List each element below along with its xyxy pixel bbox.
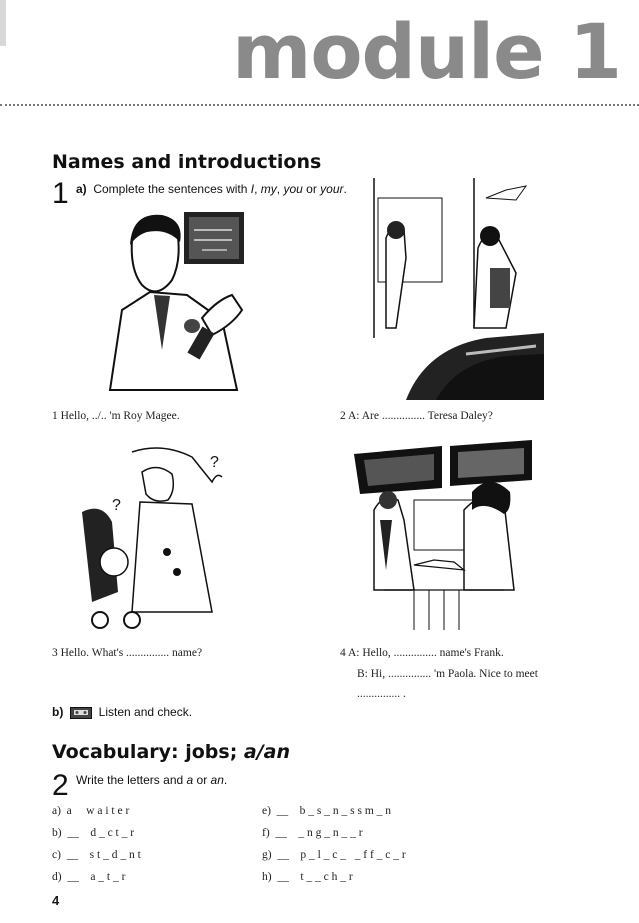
sentence-4a: 4 A: Hello, ............... name's Frank. bbox=[340, 647, 504, 659]
section-title-names: Names and introductions bbox=[52, 151, 322, 173]
instruction-text: Complete the sentences with bbox=[93, 182, 251, 196]
word-you: you bbox=[283, 182, 303, 196]
word-an: an bbox=[210, 773, 224, 787]
vocab-item-f: f) __ _ n g _ n _ _ r bbox=[262, 827, 363, 839]
exercise-1a-instruction bbox=[76, 182, 347, 196]
vocab-item-d: d) __ a _ t _ r bbox=[52, 871, 126, 883]
vocab-item-h: h) __ t _ _ c h _ r bbox=[262, 871, 353, 883]
sep: . bbox=[223, 773, 228, 787]
sep: or bbox=[302, 182, 321, 196]
sep: or bbox=[193, 773, 211, 787]
sentence-2: 2 A: Are ............... Teresa Daley? bbox=[340, 410, 493, 422]
illustration-tv-presenter bbox=[92, 200, 262, 400]
page-edge-tab bbox=[0, 0, 6, 46]
sep: . bbox=[343, 182, 347, 196]
section-title-vocabulary bbox=[52, 741, 290, 763]
word-your: your bbox=[320, 182, 344, 196]
sentence-4c: ............... . bbox=[357, 688, 406, 700]
vocab-item-e: e) __ b _ s _ n _ s s m _ n bbox=[262, 805, 392, 817]
module-title: module 1 bbox=[232, 7, 621, 96]
page-number: 4 bbox=[52, 893, 60, 908]
vocab-item-c: c) __ s t _ d _ n t bbox=[52, 849, 141, 861]
vocab-item-b: b) __ d _ c t _ r bbox=[52, 827, 135, 839]
cassette-icon bbox=[70, 707, 92, 719]
sentence-3: 3 Hello. What's ............... name? bbox=[52, 647, 203, 659]
illustration-couple-at-car bbox=[366, 178, 544, 400]
word-a: a bbox=[186, 773, 194, 787]
word-i: I bbox=[250, 182, 255, 196]
svg-text:?: ? bbox=[112, 497, 121, 514]
exercise-2-instruction bbox=[76, 773, 227, 787]
part-b-label: b) bbox=[52, 705, 64, 719]
exercise-number-2: 2 bbox=[52, 769, 69, 802]
exercise-number-1: 1 bbox=[52, 177, 69, 210]
vocab-title-italic: a/an bbox=[243, 741, 291, 763]
vocab-item-a: a) a w a i t e r bbox=[52, 805, 130, 817]
instruction-text: Write the letters and bbox=[76, 773, 187, 787]
sep: , bbox=[254, 182, 261, 196]
sentence-4b: B: Hi, ............... 'm Paola. Nice to meet bbox=[357, 668, 538, 680]
sep: , bbox=[276, 182, 284, 196]
vocab-list-left bbox=[52, 805, 141, 893]
vocab-item-g: g) __ p _ l _ c _ _ f f _ c _ r bbox=[262, 849, 406, 861]
word-my: my bbox=[260, 182, 277, 196]
exercise-1b-instruction bbox=[52, 705, 192, 719]
illustration-man-with-pram bbox=[72, 442, 240, 632]
vocab-list-right bbox=[262, 805, 406, 893]
vocab-title-text: Vocabulary: jobs; bbox=[52, 741, 244, 763]
sentence-1: 1 Hello, ../.. 'm Roy Magee. bbox=[52, 410, 180, 422]
svg-text:?: ? bbox=[210, 454, 219, 471]
illustration-handshake bbox=[354, 440, 534, 635]
part-b-text: Listen and check. bbox=[98, 705, 193, 719]
part-a-label: a) bbox=[76, 182, 87, 196]
dotted-divider bbox=[0, 104, 639, 106]
